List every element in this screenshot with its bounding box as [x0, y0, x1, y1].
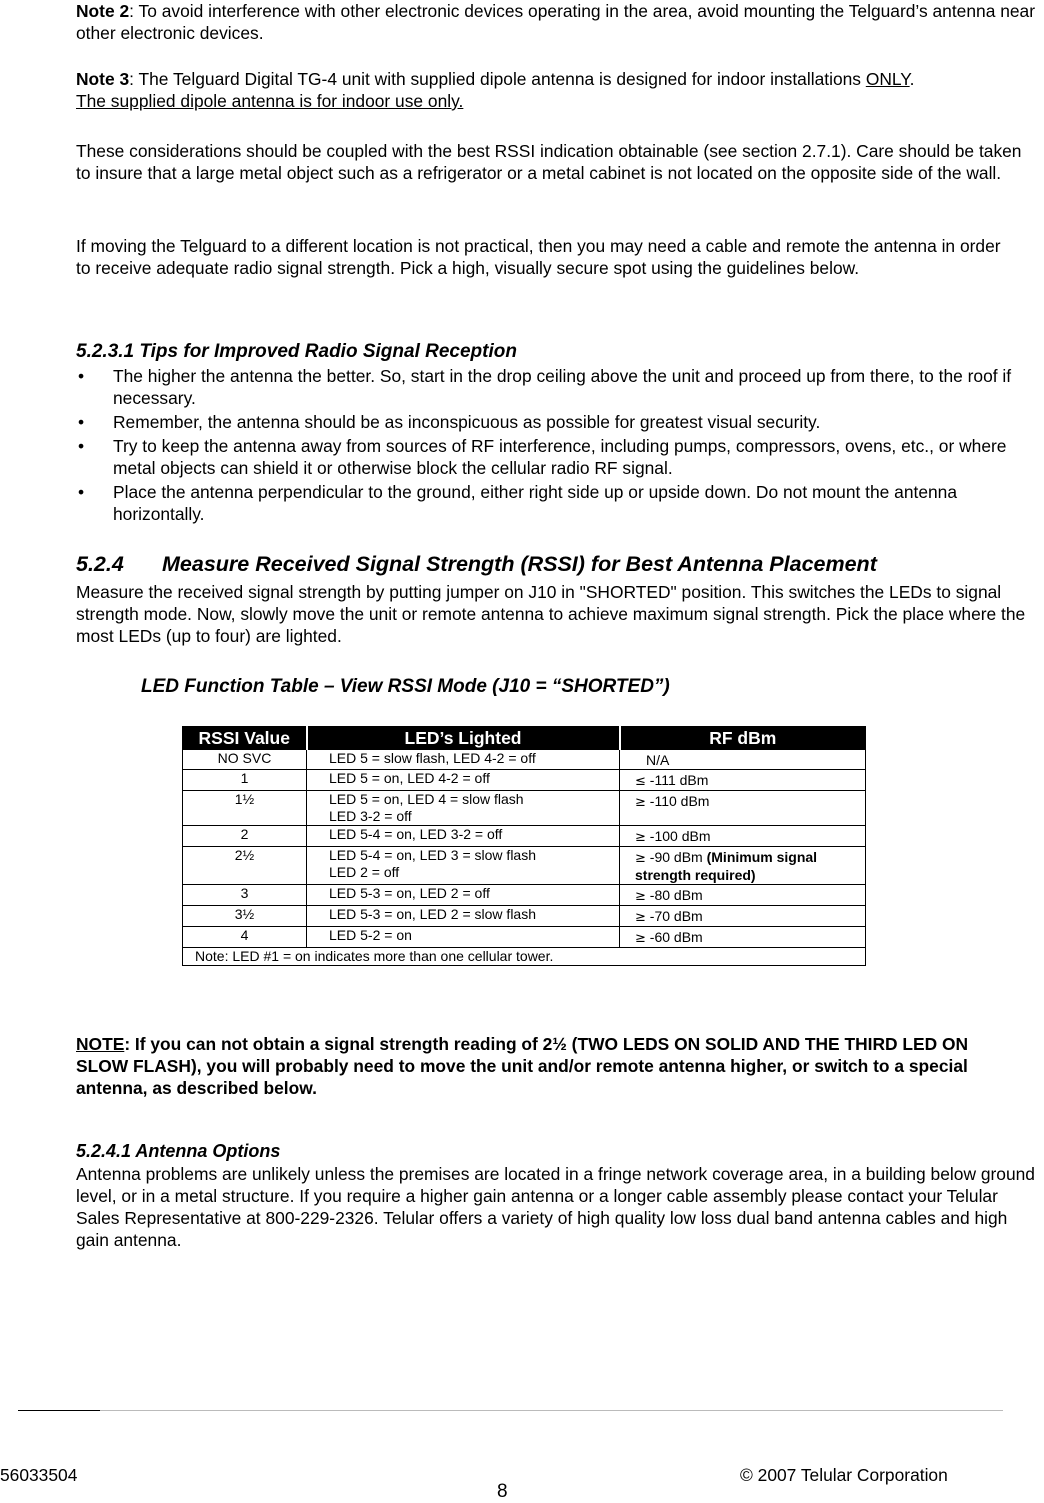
note-3-label: Note 3	[76, 69, 130, 89]
rssi-cell: 3½	[183, 906, 307, 927]
heading-5-2-4-title: Measure Received Signal Strength (RSSI) for Best Antenna Placement	[162, 552, 877, 576]
table-row	[183, 885, 866, 906]
ge-symbol: ≥	[635, 851, 646, 866]
table-row	[183, 847, 866, 885]
led-cell: LED 5-4 = on, LED 3-2 = off	[307, 826, 620, 847]
page-number: 8	[497, 1481, 508, 1502]
list-item: • Remember, the antenna should be as inconspicuous as possible for greatest visual security.	[78, 412, 821, 432]
dbm-cell: ≥ -110 dBm	[620, 791, 866, 826]
bullet-icon: •	[78, 366, 85, 386]
list-item: • The higher the antenna the better. So, start in the drop ceiling above the unit and proceed up from there, to the roof if necessary.	[78, 366, 1012, 408]
note-3-emphasis: ONLY	[865, 69, 910, 89]
rssi-cell: NO SVC	[183, 750, 307, 770]
heading-5-2-4	[76, 551, 877, 577]
ge-symbol: ≥	[635, 889, 646, 904]
header-rssi-value: RSSI Value	[183, 727, 307, 750]
table-footnote: Note: LED #1 = on indicates more than one cellular tower.	[183, 948, 866, 966]
table-row	[183, 927, 866, 948]
table-row	[183, 750, 866, 770]
dbm-cell: ≥ -90 dBm (Minimum signal strength required)	[620, 847, 866, 885]
list-item: • Try to keep the antenna away from sources of RF interference, including pumps, compressors, ovens, etc., or where metal objects can shield it or otherwise block the cellular radio RF signal.	[78, 436, 1007, 478]
led-cell: LED 5-2 = on	[307, 927, 620, 948]
note-3-text: : The Telguard Digital TG-4 unit with supplied dipole antenna is designed for indoor installations	[129, 69, 866, 89]
bullet-icon: •	[78, 412, 85, 432]
paragraph-moving	[76, 235, 1011, 279]
led-cell: LED 5 = on, LED 4 = slow flash LED 3-2 = off	[307, 791, 620, 826]
table-row	[183, 791, 866, 826]
rssi-cell: 4	[183, 927, 307, 948]
table-header-row	[183, 727, 866, 750]
heading-5-2-4-1: 5.2.4.1 Antenna Options	[76, 1141, 281, 1161]
note-3	[76, 68, 1044, 112]
table-footnote-row	[183, 948, 866, 966]
led-cell: LED 5 = on, LED 4-2 = off	[307, 770, 620, 791]
table-caption: LED Function Table – View RSSI Mode (J10 = “SHORTED”)	[141, 676, 670, 697]
rssi-intro	[76, 581, 1044, 647]
table-row	[183, 906, 866, 927]
moving-text: If moving the Telguard to a different location is not practical, then you may need a cable and remote the antenna in order to receive adequate radio signal strength. Pick a high, visually secure spot using the guidelines below.	[76, 236, 1001, 278]
dbm-cell: ≥ -100 dBm	[620, 826, 866, 847]
tips-list	[76, 365, 1044, 527]
table-row	[183, 826, 866, 847]
footer-rule	[18, 1410, 1003, 1411]
minimum-signal-note: (Minimum signal strength required)	[635, 849, 818, 883]
rssi-cell: 1	[183, 770, 307, 791]
signal-note-text: : If you can not obtain a signal strength reading of 2½ (TWO LEDS ON SOLID AND THE THIRD LED ON SLOW FLASH), you will probably need to move the unit and/or remote antenna higher, or switch to a special antenna, as described below.	[76, 1034, 969, 1098]
note-3-line2: The supplied dipole antenna is for indoor use only.	[76, 91, 464, 111]
header-rf-dbm: RF dBm	[620, 727, 866, 750]
ge-symbol: ≥	[635, 795, 646, 810]
ge-symbol: ≥	[635, 931, 646, 946]
paragraph-considerations	[76, 140, 1034, 184]
signal-note	[76, 1033, 1021, 1099]
dbm-cell: ≥ -70 dBm	[620, 906, 866, 927]
led-cell: LED 5-4 = on, LED 3 = slow flash LED 2 = off	[307, 847, 620, 885]
copyright: © 2007 Telular Corporation	[740, 1465, 948, 1485]
document-number: 56033504	[0, 1465, 78, 1485]
heading-5-2-4-number: 5.2.4	[76, 552, 124, 576]
dbm-cell: ≤ -111 dBm	[620, 770, 866, 791]
note-2	[76, 0, 1041, 44]
rssi-cell: 1½	[183, 791, 307, 826]
heading-5-2-3-1: 5.2.3.1 Tips for Improved Radio Signal Reception	[76, 341, 517, 362]
note-2-text: : To avoid interference with other electronic devices operating in the area, avoid mounting the Telguard’s antenna near other electronic devices.	[76, 1, 1036, 43]
table-row	[183, 770, 866, 791]
rssi-cell: 3	[183, 885, 307, 906]
bullet-icon: •	[78, 482, 85, 502]
rssi-cell: 2	[183, 826, 307, 847]
dbm-cell: N/A	[620, 750, 866, 770]
ge-symbol: ≥	[635, 910, 646, 925]
list-item: • Place the antenna perpendicular to the ground, either right side up or upside down. Do not mount the antenna horizontally.	[78, 482, 958, 524]
note-2-label: Note 2	[76, 1, 130, 21]
led-cell: LED 5-3 = on, LED 2 = off	[307, 885, 620, 906]
rssi-cell: 2½	[183, 847, 307, 885]
header-leds-lighted: LED’s Lighted	[307, 727, 620, 750]
note-3-after: .	[909, 69, 915, 89]
dbm-cell: ≥ -80 dBm	[620, 885, 866, 906]
led-cell: LED 5-3 = on, LED 2 = slow flash	[307, 906, 620, 927]
bullet-icon: •	[78, 436, 85, 456]
ge-symbol: ≥	[635, 830, 646, 845]
led-function-table	[182, 726, 866, 966]
antenna-options	[76, 1163, 1044, 1251]
signal-note-label: NOTE	[76, 1034, 125, 1054]
rssi-intro-text: Measure the received signal strength by putting jumper on J10 in "SHORTED" position. This switches the LEDs to signal strength mode. Now, slowly move the unit or remote antenna to achieve maximum signal strength. Pick the place where the most LEDs (up to four) are lighted.	[76, 582, 1026, 646]
led-cell: LED 5 = slow flash, LED 4-2 = off	[307, 750, 620, 770]
le-symbol: ≤	[635, 774, 646, 789]
antenna-options-text: Antenna problems are unlikely unless the premises are located in a fringe network coverage area, in a building below ground level, or in a metal structure. If you require a higher gain antenna or a longer cable assembly please contact your Telular Sales Representative at 800-229-2326. Telular offers a variety of high quality low loss dual band antenna cables and high gain antenna.	[76, 1164, 1035, 1250]
dbm-cell: ≥ -60 dBm	[620, 927, 866, 948]
considerations-text: These considerations should be coupled with the best RSSI indication obtainable (see section 2.7.1). Care should be taken to insure that a large metal object such as a refrigerator or a metal cabinet is not located on the opposite side of the wall.	[76, 141, 1022, 183]
